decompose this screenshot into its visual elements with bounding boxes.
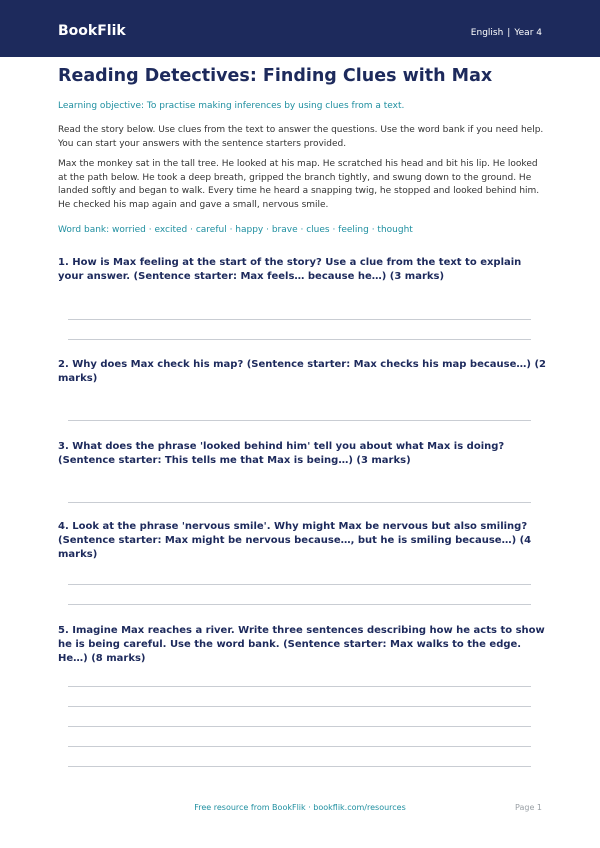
- answer-line[interactable]: [68, 686, 531, 687]
- question-2: 2. Why does Max check his map? (Sentence starter: Max checks his map because…) (2 marks): [58, 359, 546, 384]
- page-title: Reading Detectives: Finding Clues with Max: [58, 66, 493, 86]
- answer-line[interactable]: [68, 339, 531, 340]
- word-bank: Word bank: worried · excited · careful · happy · brave · clues · feeling · thought: [58, 225, 413, 235]
- story-text: Max the monkey sat in the tall tree. He looked at his map. He scratched his head and bit his lip. He looked at the path below. He took a deep breath, gripped the branch tightly, and swung down to the ground. He landed softly and began to walk. Every time he heard a snapping twig, he stopped and looked behind him. He checked his map again and gave a small, nervous smile.: [58, 159, 540, 210]
- question-4: 4. Look at the phrase 'nervous smile'. Why might Max be nervous but also smiling? (Sentence starter: Max might be nervous because…, but he is smiling because…) (4 marks): [58, 521, 532, 560]
- brand-logo[interactable]: BookFlik: [58, 23, 126, 39]
- question-1: 1. How is Max feeling at the start of the story? Use a clue from the text to explain your answer. (Sentence starter: Max feels… because he…) (3 marks): [58, 257, 522, 282]
- answer-line[interactable]: [68, 706, 531, 707]
- instructions-text: Read the story below. Use clues from the text to answer the questions. Use the word bank if you need help. You can start your answers with the sentence starters provided.: [58, 125, 544, 149]
- answer-line[interactable]: [68, 502, 531, 503]
- learning-objective: Learning objective: To practise making inferences by using clues from a text.: [58, 101, 405, 111]
- year-label: Year 4: [514, 28, 542, 38]
- header-meta: [471, 26, 542, 40]
- answer-line[interactable]: [68, 319, 531, 320]
- meta-separator: |: [507, 28, 511, 38]
- footer-source-link[interactable]: Free resource from BookFlik · bookflik.com/resources: [194, 803, 406, 812]
- answer-line[interactable]: [68, 604, 531, 605]
- answer-line[interactable]: [68, 726, 531, 727]
- subject-label: English: [470, 28, 504, 38]
- page-header: [0, 0, 600, 57]
- question-3: 3. What does the phrase 'looked behind him' tell you about what Max is doing? (Sentence starter: This tells me that Max is being…) (3 marks): [58, 441, 505, 466]
- page-number: Page 1: [515, 803, 542, 812]
- answer-line[interactable]: [68, 766, 531, 767]
- answer-line[interactable]: [68, 420, 531, 421]
- answer-line[interactable]: [68, 746, 531, 747]
- answer-line[interactable]: [68, 584, 531, 585]
- question-5: 5. Imagine Max reaches a river. Write three sentences describing how he acts to show he is being careful. Use the word bank. (Sentence starter: Max walks to the edge. He…) (8 marks): [58, 625, 545, 664]
